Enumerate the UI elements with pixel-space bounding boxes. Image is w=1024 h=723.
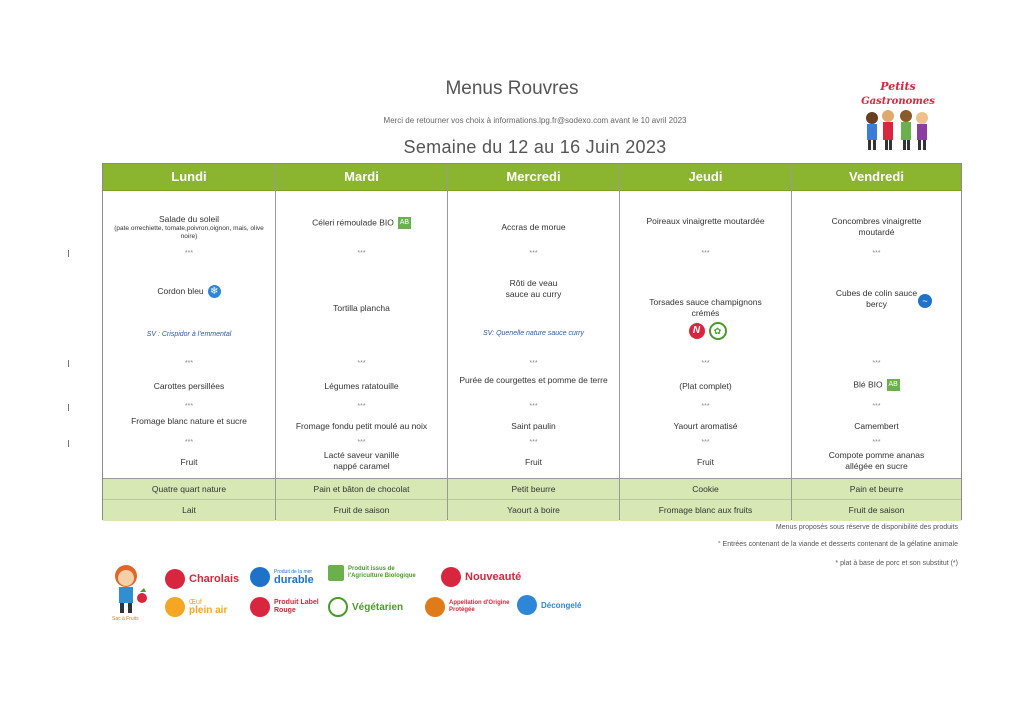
menu-table (102, 163, 962, 520)
egg-icon (165, 597, 185, 617)
legend-label: Appellation d'Origine Protégée (449, 600, 510, 613)
snack-1: Cookie (620, 478, 791, 500)
legend-label-small: Produit de la mer (274, 568, 313, 575)
separator: *** (357, 403, 366, 410)
bio-icon (328, 565, 344, 581)
separator: *** (529, 360, 538, 367)
footnote: ° Entrées contenant de la viande et desserts contenant de la gélatine animale (717, 541, 958, 548)
margin-tick (68, 440, 69, 447)
legend-label: Décongelé (541, 600, 582, 610)
side-dish: Carottes persillées (153, 381, 225, 391)
legend-aop (425, 597, 515, 617)
separator: *** (872, 360, 881, 367)
side-dish (792, 379, 961, 391)
main-dish: Rôti de veau sauce au curry (505, 278, 562, 299)
legend-label: Produit Label Rouge (274, 599, 319, 614)
legend-bio (328, 565, 428, 581)
week-heading: Semaine du 12 au 16 Juin 2023 (403, 137, 667, 157)
separator: *** (357, 360, 366, 367)
svg-text:Gastronomes: Gastronomes (861, 96, 935, 107)
day-header: Mercredi (448, 164, 619, 191)
main-dish (792, 288, 961, 310)
day-header: Jeudi (620, 164, 791, 191)
separator: *** (701, 360, 710, 367)
snack-1: Pain et beurre (792, 478, 961, 500)
nouveaute-icon: N (689, 323, 705, 339)
starter: Concombres vinaigrette moutardé (831, 216, 922, 237)
page-subtitle: Merci de retourner vos choix à informations.lpg.fr@sodexo.com avant le 10 avril 2023 (383, 116, 687, 125)
dessert: Fruit (697, 457, 714, 467)
petits-gastronomes-logo (858, 76, 938, 156)
bio-icon: AB (887, 379, 900, 391)
snack-2: Fruit de saison (792, 499, 961, 521)
legend-oeuf (165, 597, 227, 617)
dessert: Fruit (180, 457, 198, 467)
snack-2: Lait (103, 499, 275, 521)
legend-charolais (165, 569, 239, 589)
legend-nouveaute (441, 567, 521, 587)
separator: *** (529, 250, 538, 257)
aop-icon (425, 597, 445, 617)
dessert: Lacté saveur vanille nappé caramel (323, 450, 400, 471)
legend-durable (250, 567, 314, 587)
day-column-lundi (103, 164, 275, 519)
separator: *** (872, 439, 881, 446)
substitute: SV: Quenelle nature sauce curry (482, 330, 585, 337)
legend-decongele (517, 595, 581, 615)
sustainable-fishing-icon (250, 567, 270, 587)
side-label: Blé BIO (853, 379, 883, 390)
main-dish (103, 285, 275, 298)
day-header: Lundi (103, 164, 275, 191)
separator: *** (357, 250, 366, 257)
separator: *** (184, 250, 194, 257)
legend-label: Végétarien (352, 601, 404, 613)
svg-text:Petits: Petits (880, 80, 916, 93)
cheese: Fromage fondu petit moulé au noix (295, 421, 428, 431)
mascot-caption: Sac à Fruits (112, 616, 139, 622)
margin-tick (68, 250, 69, 257)
side-dish: Légumes ratatouille (324, 381, 399, 391)
starter (276, 217, 447, 229)
main-dish: Tortilla plancha (333, 303, 390, 313)
charolais-icon (165, 569, 185, 589)
footnote: Menus proposés sous réserve de disponibilité des produits (775, 524, 958, 531)
cheese: Fromage blanc nature et sucre (131, 416, 247, 426)
page-title: Menus Rouvres (445, 78, 579, 99)
bio-icon: AB (398, 217, 411, 229)
legend-label: Charolais (189, 573, 240, 585)
dessert: Compote pomme ananas allégée en sucre (828, 450, 925, 471)
main-label: Cordon bleu (157, 285, 204, 296)
legend-label-small: Œuf (189, 598, 202, 606)
snowflake-icon: ❄ (208, 285, 221, 298)
legend-label-rouge (250, 597, 320, 617)
day-header: Vendredi (792, 164, 961, 191)
separator: *** (184, 360, 194, 367)
starter-label: Salade du soleil (158, 214, 219, 224)
legend-label: durable (274, 573, 314, 586)
snack-2: Fromage blanc aux fruits (620, 499, 791, 521)
main-dish (620, 297, 791, 340)
vegetarien-icon: ✿ (709, 322, 727, 340)
cheese: Saint paulin (511, 421, 556, 431)
mascot-illustration (104, 562, 156, 624)
legend-vegetarien (328, 597, 403, 617)
snack-1: Quatre quart nature (103, 478, 275, 500)
snack-1: Petit beurre (448, 478, 619, 500)
day-column-mardi (275, 164, 447, 519)
starter (103, 214, 275, 241)
starter: Accras de morue (501, 222, 566, 232)
separator: *** (529, 439, 538, 446)
day-column-jeudi (619, 164, 791, 519)
main-label: Torsades sauce champignons crémés (649, 297, 762, 318)
separator: *** (701, 403, 710, 410)
nouveaute-icon (441, 567, 461, 587)
snowflake-icon (517, 595, 537, 615)
footnote: * plat à base de porc et son substitut (*) (835, 560, 958, 567)
separator: *** (701, 439, 710, 446)
side-dish: Purée de courgettes et pomme de terre (459, 375, 608, 385)
starter-detail: (pate orrechiette, tomate,poivron,oignon, mais, olive noire) (114, 225, 264, 240)
legend-label: Nouveauté (465, 571, 522, 583)
separator: *** (701, 250, 710, 257)
separator: *** (357, 439, 366, 446)
legend (165, 563, 605, 623)
day-column-vendredi (791, 164, 961, 519)
side-dish: (Plat complet) (679, 381, 732, 391)
separator: *** (184, 403, 194, 410)
dessert: Fruit (525, 457, 542, 467)
margin-tick (68, 404, 69, 411)
legend-label: plein air (189, 604, 228, 616)
starter-label: Céleri rémoulade BIO (312, 217, 394, 228)
snack-1: Pain et bâton de chocolat (276, 478, 447, 500)
starter: Poireaux vinaigrette moutardée (646, 216, 765, 226)
vegetarien-icon (328, 597, 348, 617)
main-label: Cubes de colin sauce bercy (835, 288, 918, 309)
sustainable-fishing-icon: ~ (918, 294, 932, 308)
label-rouge-icon (250, 597, 270, 617)
snack-2: Fruit de saison (276, 499, 447, 521)
separator: *** (872, 250, 881, 257)
separator: *** (872, 403, 881, 410)
cheese: Camembert (854, 421, 899, 431)
day-column-mercredi (447, 164, 619, 519)
separator: *** (529, 403, 538, 410)
substitute: SV : Crispidor à l'emmental (146, 331, 232, 338)
cheese: Yaourt aromatisé (673, 421, 738, 431)
separator: *** (184, 439, 194, 446)
legend-label: Produit issus de l'Agriculture Biologique (348, 566, 416, 579)
day-header: Mardi (276, 164, 447, 191)
snack-2: Yaourt à boire (448, 499, 619, 521)
margin-tick (68, 360, 69, 367)
